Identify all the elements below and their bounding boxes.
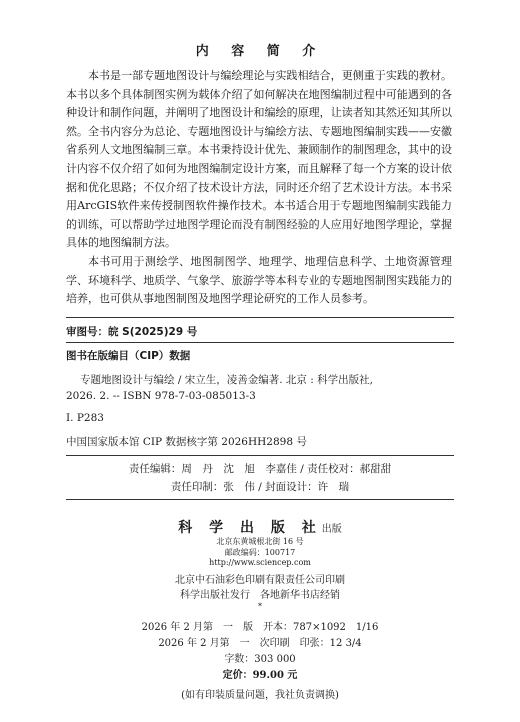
quality-notice: (如有印装质量问题，我社负责调换)	[181, 690, 339, 701]
publisher-address: 北京东黄城根北街 16 号	[216, 537, 304, 546]
cip-heading: 图书在版编目（CIP）数据	[66, 350, 191, 362]
book-introduction	[66, 67, 452, 309]
price: 定价：99.00 元	[222, 670, 298, 681]
publisher-logo: 科 学 出 版 社	[178, 520, 322, 536]
intro-paragraph: 本书可用于测绘学、地图制图学、地理学、地理信息科学、土地资源管理学、环境科学、地质学、气象学、旅游学等本科专业的专题地图制图实践能力的培养，也可供从事地图制图及地图学理论研究的工作人员参考。	[66, 254, 452, 306]
page-title: 内 容 简 介	[195, 44, 325, 59]
cip-isbn-line: 2026. 2. -- ISBN 978-7-03-085013-3	[66, 390, 256, 402]
publisher-postcode: 邮政编码：100717	[224, 548, 296, 557]
cip-title-line: 专题地图设计与编绘 / 宋立生，凌善金编著. 北京 : 科学出版社,	[80, 374, 373, 386]
printer-line: 北京中石油彩色印刷有限责任公司印刷	[175, 575, 345, 586]
divider	[66, 317, 454, 318]
cip-classification: Ⅰ. P283	[66, 412, 104, 424]
publisher-line	[0, 517, 520, 537]
divider	[66, 499, 454, 500]
intro-paragraph: 本书是一部专题地图设计与编绘理论与实践相结合，更侧重于实践的教材。本书以多个具体制图实例为载体介绍了如何解决在地图编制过程中可能遇到的各种设计和制作问题，并阐明了地图设计和编绘的原理，让读者知其然还知其所以然。全书内容分为总论、专题地图设计与编绘方法、专题地图编制实践——安徽省系列人文地图编制三章。本书秉持设计优先、兼顾制作的制图理念，其中的设计内容不仅介绍了如何为地图编制定设计方案，而且解释了每一个方案的设计依据和优化思路；不仅介绍了技术设计方法，同时还介绍了艺术设计方法。本书采用ArcGIS软件来传授制图软件操作技术。本书适合用于专题地图编制实践能力的训练，可以帮助学过地图学理论而没有制图经验的人应用好地图学理论，掌握具体的地图编制方法。	[66, 69, 452, 250]
map-approval-number: 审图号：皖 S(2025)29 号	[66, 326, 198, 338]
word-count: 字数：303 000	[224, 654, 296, 665]
separator-star: *	[258, 602, 262, 611]
divider	[66, 342, 454, 343]
credits-editors: 责任编辑：周 丹 沈 旭 李嘉佳 / 责任校对：郝甜甜	[128, 463, 392, 475]
edition-line: 2026 年 2 月第 一 版 开本：787×1092 1/16	[141, 622, 379, 633]
cip-catalog-number: 中国国家版本馆 CIP 数据核字第 2026HH2898 号	[66, 436, 307, 448]
publisher-suffix: 出版	[321, 524, 342, 535]
credits-production: 责任印制：张 伟 / 封面设计：许 瑞	[170, 481, 350, 493]
publisher-website: http://www.sciencep.com	[209, 558, 311, 567]
distribution-line: 科学出版社发行 各地新华书店经销	[180, 590, 340, 601]
divider	[66, 455, 454, 456]
printing-line: 2026 年 2 月第 一 次印刷 印张：12 3/4	[158, 638, 362, 649]
